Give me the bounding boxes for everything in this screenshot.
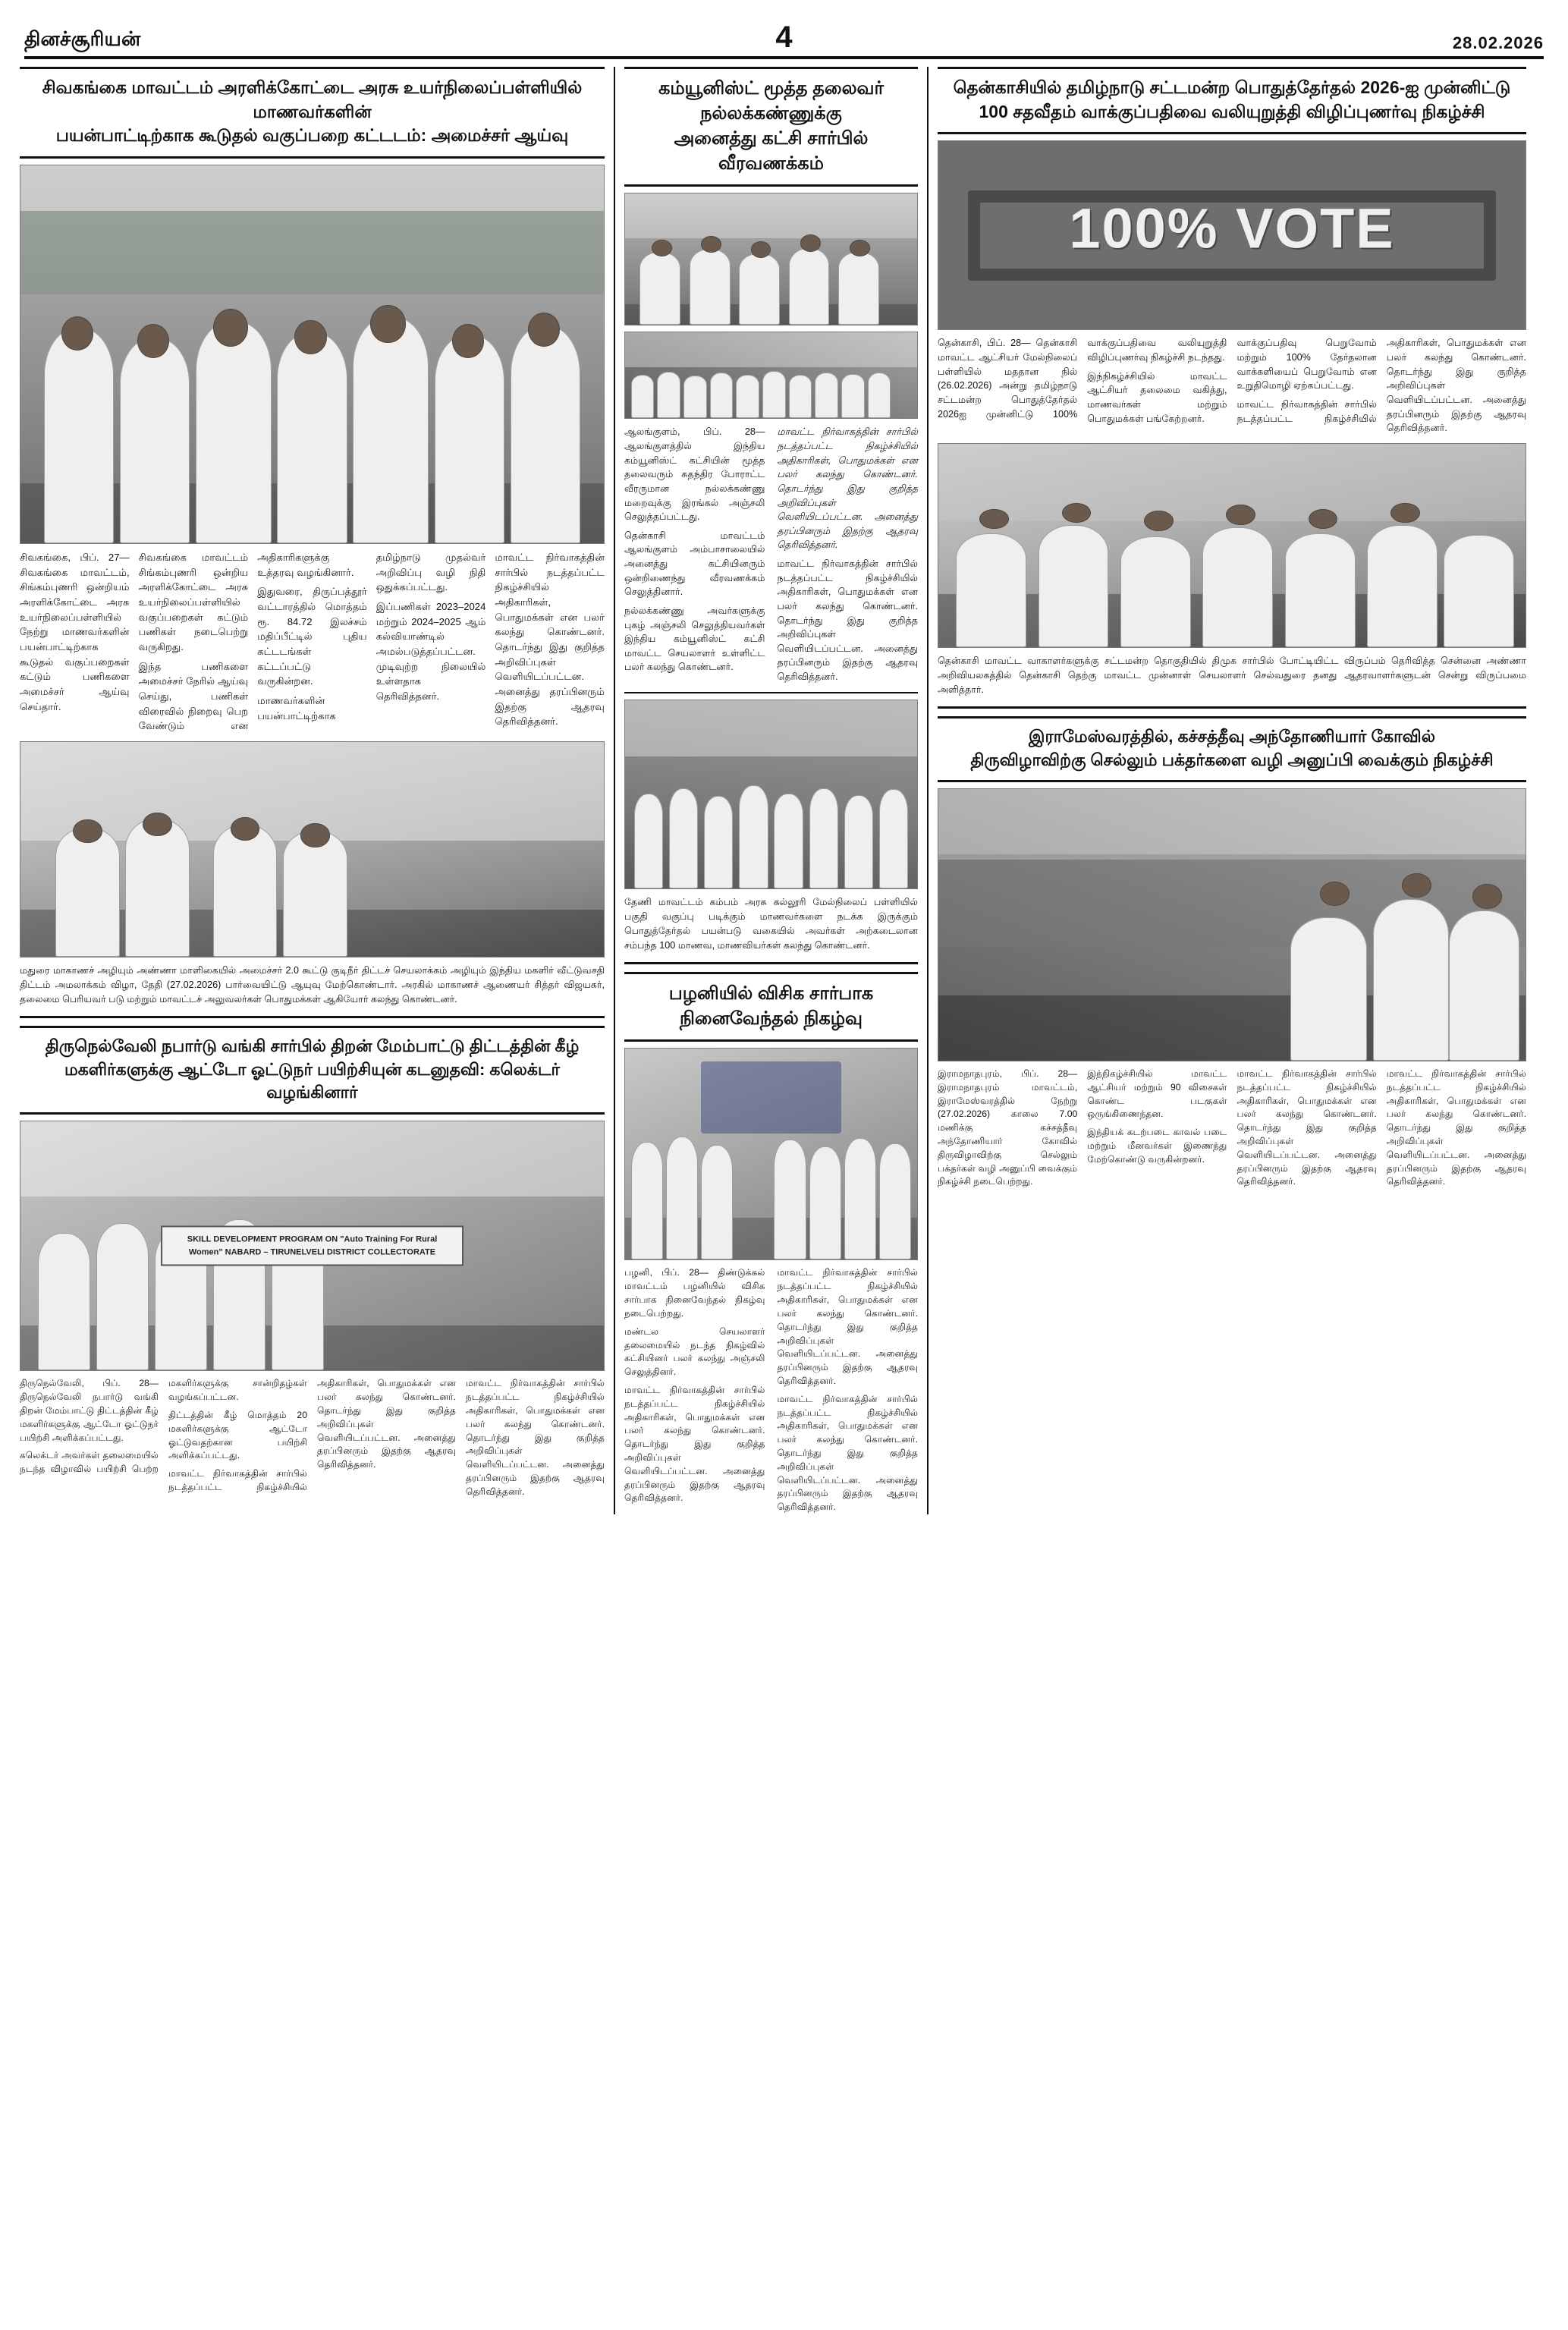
photo-backdrop: [938, 789, 1526, 1061]
section-divider: [20, 1016, 605, 1018]
paragraph: மாணவர்களின் பயன்பாட்டிற்காக தமிழ்நாடு முதல்வர் அறிவிப்பு வழி நிதி ஒதுக்கப்பட்டது.: [257, 552, 486, 722]
paragraph: மாவட்ட நிர்வாகத்தின் சார்பில் நடத்தப்பட்ட நிகழ்ச்சியில் அதிகாரிகள், பொதுமக்கள் என பலர் கலந்து கொண்டனர். தொடர்ந்து இது குறித்த அறிவிப்புகள் வெளியிடப்பட்டன. அனைத்து தரப்பினரும் இதற்கு ஆதரவு தெரிவித்தனர்.: [777, 1267, 918, 1386]
article-2-body: [624, 425, 918, 684]
paragraph: மாவட்ட நிர்வாகத்தின் சார்பில் நடத்தப்பட்ட நிகழ்ச்சியில் அதிகாரிகள், பொதுமக்கள் என பலர் கலந்து கொண்டனர். தொடர்ந்து இது குறித்த அறிவிப்புகள் வெளியிடப்பட்டன. அனைத்து தரப்பினரும் இதற்கு ஆதரவு தெரிவித்தனர்.: [777, 426, 918, 551]
photo-backdrop: [20, 742, 604, 957]
paragraph: கலெக்டர் அவர்கள் தலைமையில் நடந்த விழாவில் பயிற்சி பெற்ற மகளிர்களுக்கு சான்றிதழ்கள் வழங்கப்பட்டன.: [20, 1378, 307, 1475]
newspaper-title: தினச்சூரியன்: [24, 27, 141, 50]
headline-line-1: கம்யூனிஸ்ட் மூத்த தலைவர் நல்லக்கண்ணுக்கு: [658, 78, 884, 124]
article-8-photo: [624, 1048, 918, 1260]
paragraph: சிவகங்கை மாவட்டம் சிங்கம்புணரி ஒன்றிய அரளிக்கோட்டை அரசு உயர்நிலைப்பள்ளியில் வகுப்பறைகள் கட்டும் பணிகள் நடைபெற்று வருகிறது.: [138, 552, 249, 653]
page-number: 4: [775, 20, 793, 54]
paragraph: மாவட்ட நிர்வாகத்தின் சார்பில் நடத்தப்பட்ட நிகழ்ச்சியில் அதிகாரிகள், பொதுமக்கள் என பலர் கலந்து கொண்டனர். தொடர்ந்து இது குறித்த அறிவிப்புகள் வெளியிடப்பட்டன. அனைத்து தரப்பினரும் இதற்கு ஆதரவு தெரிவித்தனர்.: [466, 1378, 605, 1497]
photo-crowd: [625, 369, 917, 419]
article-3-headline: [938, 67, 1526, 134]
paragraph: வாக்குப்பதிவு பெறுவோம் மற்றும் 100% தேர்தலான வாக்களியைப் பெறுவோம் என உறுதிமொழி ஏற்கப்பட்டது.: [1236, 338, 1377, 391]
headline-line-1: இராமேஸ்வரத்தில், கச்சத்தீவு அந்தோணியார் கோவில்: [1029, 727, 1435, 747]
article-4-photo: [938, 443, 1526, 648]
article-5-photo: [624, 700, 918, 889]
photo-backdrop: [938, 444, 1526, 647]
photo-people-group: [938, 882, 1526, 1061]
article-2-headline: [624, 67, 918, 187]
column-right: [929, 67, 1535, 1514]
photo-backdrop: [20, 1121, 604, 1370]
photo-seated-students: [625, 753, 917, 888]
publication-date: 28.02.2026: [1452, 33, 1544, 52]
photo-people-group: [625, 1129, 917, 1259]
paragraph: மாவட்ட நிர்வாகத்தின் சார்பில் நடத்தப்பட்ட நிகழ்ச்சியில் அதிகாரிகள், பொதுமக்கள் என பலர் கலந்து கொண்டனர். தொடர்ந்து இது குறித்த அறிவிப்புகள் வெளியிடப்பட்டன. அனைத்து தரப்பினரும் இதற்கு ஆதரவு தெரிவித்தனர்.: [624, 1384, 765, 1504]
photo-people-group: [938, 505, 1526, 647]
paragraph: இந்நிகழ்ச்சியில் மாவட்ட ஆட்சியர் மற்றும் 90 விசைகள் கொண்ட படகுகள் ஒருங்கிணைந்தன.: [1087, 1068, 1227, 1120]
paragraph: மாவட்ட நிர்வாகத்தின் சார்பில் நடத்தப்பட்ட நிகழ்ச்சியில் அதிகாரிகள், பொதுமக்கள் என பலர் கலந்து கொண்டனர். தொடர்ந்து இது குறித்த அறிவிப்புகள் வெளியிடப்பட்டன. அனைத்து தரப்பினரும் இதற்கு ஆதரவு தெரிவித்தனர்.: [777, 558, 918, 683]
paragraph: திட்டத்தின் கீழ் மொத்தம் 20 மகளிர்களுக்கு ஆட்டோ ஓட்டுவதற்கான பயிற்சி அளிக்கப்பட்டது.: [168, 1410, 307, 1461]
article-8-body: [624, 1266, 918, 1514]
article-1-body: [20, 550, 605, 734]
article-8-headline: [624, 972, 918, 1042]
headline-line-2: திருவிழாவிற்கு செல்லும் பக்தர்களை வழி அனுப்பி வைக்கும் நிகழ்ச்சி: [970, 750, 1494, 769]
article-9-photo: [938, 788, 1526, 1061]
photo-sky: [625, 332, 917, 366]
paragraph: இந்தியக் கடற்படை காவல் படை மற்றும் மீனவர்கள் இணைந்து மேற்கொண்டு வருகின்றனர்.: [1087, 1127, 1227, 1165]
paragraph: நல்லக்கண்ணு அவர்களுக்கு புகழ் அஞ்சலி செலுத்தியவர்கள் இந்திய கம்யூனிஸ்ட் கட்சி மாவட்ட செயலாளர் உள்ளிட்ட பலர் கலந்து கொண்டனர்.: [624, 605, 765, 673]
section-divider: [938, 706, 1526, 709]
paragraph: மாவட்ட நிர்வாகத்தின் சார்பில் நடத்தப்பட்ட நிகழ்ச்சியில் அதிகாரிகள், பொதுமக்கள் என பலர் கலந்து கொண்டனர். தொடர்ந்து இது குறித்த அறிவிப்புகள் வெளியிடப்பட்டன. அனைத்து தரப்பினரும் இதற்கு ஆதரவு தெரிவித்தனர்.: [168, 1378, 456, 1493]
paragraph: மாவட்ட நிர்வாகத்தின் சார்பில் நடத்தப்பட்ட நிகழ்ச்சியில் அதிகாரிகள், பொதுமக்கள் என பலர் கலந்து கொண்டனர். தொடர்ந்து இது குறித்த அறிவிப்புகள் வெளியிடப்பட்டன. அனைத்து தரப்பினரும் இதற்கு ஆதரவு தெரிவித்தனர்.: [1236, 338, 1526, 434]
headline-line-2: மகளிர்களுக்கு ஆட்டோ ஓட்டுநர் பயிற்சியுன் கடனுதவி: கலெக்டர் வழங்கினார்: [64, 1059, 560, 1102]
photo-sky: [625, 193, 917, 238]
paragraph: பழனி, பிப். 28— திண்டுக்கல் மாவட்டம் பழனியில் விசிக சார்பாக நினைவேந்தல் நிகழ்வு நடைபெற்றது.: [624, 1267, 765, 1319]
paragraph: மாவட்ட நிர்வாகத்தின் சார்பில் நடத்தப்பட்ட நிகழ்ச்சியில் அதிகாரிகள், பொதுமக்கள் என பலர் கலந்து கொண்டனர். தொடர்ந்து இது குறித்த அறிவிப்புகள் வெளியிடப்பட்டன. அனைத்து தரப்பினரும் இதற்கு ஆதரவு தெரிவித்தனர்.: [1236, 1068, 1377, 1187]
article-6-caption: மதுரை மாகாணச் அழியும் அண்ணா மாளிகையில் அமைச்சர் 2.0 கூட்டு குடிநீர் திட்டச் செயலாக்கம் அழியும் இந்திய மகளிர் வீட்டுவசதி திட்டம் அமலாக்கம் விழா, தேதி (27.02.2026) பார்வையிட்டு ஆயுவு மேற்கொண்டார். அரகில் மாகாணச் ஆணையர் சித்தர் விஜயகர், தலைமை பெரியவர் படு மற்றும் மாவட்டச் அலுவலர்கள் பொதுமக்கள் ஆகியோர் கலந்து கொண்டனர்.: [20, 964, 605, 1005]
headline-line-1: தென்காசியில் தமிழ்நாடு சட்டமன்ற பொதுத்தேர்தல் 2026-ஐ முன்னிட்டு: [953, 77, 1511, 97]
portrait-frame: [701, 1061, 841, 1134]
photo-wall-band: [20, 211, 604, 294]
column-left: [11, 67, 614, 1514]
section-divider: [624, 692, 918, 693]
photo-backdrop: [625, 193, 917, 325]
photo-backdrop: [625, 1049, 917, 1259]
article-3-photo: [938, 140, 1526, 330]
paragraph: மாவட்ட நிர்வாகத்தின் சார்பில் நடத்தப்பட்ட நிகழ்ச்சியில் அதிகாரிகள், பொதுமக்கள் என பலர் கலந்து கொண்டனர். தொடர்ந்து இது குறித்த அறிவிப்புகள் வெளியிடப்பட்டன. அனைத்து தரப்பினரும் இதற்கு ஆதரவு தெரிவித்தனர்.: [495, 552, 605, 728]
paragraph: இராமநாதபுரம், பிப். 28— இராமநாதபுரம் மாவட்டம், இராமேஸ்வரத்தில் நேற்று (27.02.2026) காலை 7.00 மணிக்கு கச்சத்தீவு அந்தோணியார் கோவில் திருவிழாவிற்கு செல்லும் பக்தர்கள் வழி அனுப்பி வைக்கும் நிகழ்ச்சி நடைபெற்றது.: [938, 1068, 1078, 1187]
article-4-caption: தென்காசி மாவட்ட வாகாளர்களுக்கு சட்டமன்ற தொகுதியில் திமுக சார்பில் போட்டியிட்ட விருப்பம் தெரிவித்த சென்னை அண்ணா அறிவியலகத்தில் தென்காசி தெற்கு மாவட்ட முன்னாள் செயலாளர் செல்வதுரை தனது ஆதரவாளர்களுடன் சென்று விருப்பமை அளித்தார்.: [938, 655, 1526, 696]
article-6-photo: [20, 741, 605, 957]
article-9-body: [938, 1068, 1526, 1189]
photo-backdrop: [625, 332, 917, 418]
photo-sky: [938, 789, 1526, 860]
section-divider: [624, 962, 918, 964]
page-grid: [11, 67, 1557, 1514]
photo-sky: [20, 1121, 604, 1196]
article-1-headline: [20, 67, 605, 159]
photo-wall: [625, 700, 917, 756]
article-7-body: [20, 1377, 605, 1498]
photo-backdrop: [625, 700, 917, 888]
article-2-photo-bottom: [624, 332, 918, 419]
paragraph: சிவகங்கை, பிப். 27— சிவகங்கை மாவட்டம், சிங்கம்புணரி ஒன்றியம் அரளிக்கோட்டை அரசு உயர்நிலைப்பள்ளியில் நேற்று மாணவர்களின் பயன்பாட்டிற்காக கூடுதல் வகுப்பறைகள் கட்டும் பணிகளை அமைச்சர் ஆய்வு செய்தார்.: [20, 552, 130, 712]
paragraph: தென்காசி மாவட்டம் ஆலங்குளம் அம்பாசாலையில் அனைத்து கட்சியினரும் ஒன்றிணைந்து வீரவணக்கம் செலுத்தினார்.: [624, 530, 765, 598]
article-3-body: [938, 336, 1526, 435]
headline-line-2: 100 சதவீதம் வாக்குப்பதிவை வலியுறுத்தி விழிப்புணர்வு நிகழ்ச்சி: [979, 101, 1485, 121]
masthead-rule: [24, 56, 1544, 59]
paragraph: மண்டல செயலாளர் தலைமையில் நடந்த நிகழ்வில் கட்சியினர் பலர் கலந்து அஞ்சலி செலுத்தினர்.: [624, 1325, 765, 1378]
paragraph: மாவட்ட நிர்வாகத்தின் சார்பில் நடத்தப்பட்ட நிகழ்ச்சியில் அதிகாரிகள், பொதுமக்கள் என பலர் கலந்து கொண்டனர். தொடர்ந்து இது குறித்த அறிவிப்புகள் வெளியிடப்பட்டன. அனைத்து தரப்பினரும் இதற்கு ஆதரவு தெரிவித்தனர்.: [777, 1393, 918, 1513]
paragraph: ஆலங்குளம், பிப். 28— ஆலங்குளத்தில் இந்திய கம்யூனிஸ்ட் கட்சியின் மூத்த தலைவரும் சுதந்திர போராட்ட வீரருமான நல்லக்கண்ணு மறைவுக்கு இரங்கல் அஞ்சலி செலுத்தப்பட்டது.: [624, 426, 765, 523]
headline-line-2: நினைவேந்தல் நிகழ்வு: [680, 1008, 863, 1030]
photo-backdrop: [938, 141, 1526, 329]
paragraph: தென்காசி, பிப். 28— தென்காசி மாவட்ட ஆட்சியர் மேல்நிலைப் பள்ளியில் மததான நில் (26.02.2026) அன்று தமிழ்நாடு சட்டமன்ற பொதுத்தேர்தல் 2026ஐ முன்னிட்டு 100% வாக்குப்பதிவை வலியுறுத்தி விழிப்புணர்வு நிகழ்ச்சி நடந்தது.: [938, 338, 1227, 420]
column-middle: [614, 67, 929, 1514]
paragraph: திருநெல்வேலி, பிப். 28— திருநெல்வேலி நபார்டு வங்கி திறன் மேம்பாட்டு திட்டத்தின் கீழ் மகளிர்களுக்கு ஆட்டோ ஓட்டுநர் பயிற்சி அளிக்கப்பட்டது.: [20, 1378, 159, 1443]
article-5-caption: தேணி மாவட்டம் கம்பம் அரசு கல்லூரி மேல்நிலைப் பள்ளியில் பகுதி வகுப்பு படிக்கும் மாணவர்களை நடக்க இருக்கும் பொதுத்தேர்தல் பயன்படு வகையில் அவர்கள் அற்கடைலான சம்பந்த 100 மாணவ, மாணவியர்கள் கலந்து கொண்டனர்.: [624, 896, 918, 951]
headline-line-1: சிவகங்கை மாவட்டம் அரளிக்கோட்டை அரசு உயர்நிலைப்பள்ளியில் மாணவர்களின்: [42, 77, 583, 121]
paragraph: மாவட்ட நிர்வாகத்தின் சார்பில் நடத்தப்பட்ட நிகழ்ச்சியில் அதிகாரிகள், பொதுமக்கள் என பலர் கலந்து கொண்டனர். தொடர்ந்து இது குறித்த அறிவிப்புகள் வெளியிடப்பட்டன. அனைத்து தரப்பினரும் இதற்கு ஆதரவு தெரிவித்தனர்.: [1386, 1068, 1526, 1187]
photo-backdrop: [20, 165, 604, 543]
paragraph: இதுவரை, திருப்பத்தூர் வட்டாரத்தில் மொத்தம் ரூ. 84.72 இலச்சம் மதிப்பீட்டில் புதிய கட்டடங்கள் கட்டப்பட்டு வருகின்றன.: [257, 586, 367, 687]
headline-line-1: பழனியில் விசிக சார்பாக: [668, 983, 874, 1005]
masthead: [11, 0, 1557, 56]
paragraph: இப்பணிகள் 2023–2024 மற்றும் 2024–2025 ஆம் கல்வியாண்டில் அமல்படுத்தப்பட்டன. முடிவுற்ற நிலையில் உள்ளதாக தெரிவித்தனர்.: [376, 601, 486, 702]
photo-people-group: [625, 244, 917, 325]
article-7-photo: [20, 1121, 605, 1371]
vote-photo-text: 100% VOTE: [1069, 197, 1395, 260]
headline-line-2: பயன்பாட்டிற்காக கூடுதல் வகுப்பறை கட்டடம்: அமைச்சர் ஆய்வு: [55, 125, 569, 146]
article-2-photo-top: [624, 193, 918, 325]
headline-line-1: திருநெல்வேலி நபார்டு வங்கி சார்பில் திறன் மேம்பாட்டு திட்டத்தின் கீழ்: [45, 1036, 580, 1056]
headline-line-2: அனைத்து கட்சி சார்பில் வீரவணக்கம்: [674, 128, 869, 175]
skill-program-banner: SKILL DEVELOPMENT PROGRAM ON "Auto Training For Rural Women" NABARD – TIRUNELVELI DISTRICT COLLECTORATE: [161, 1226, 464, 1266]
article-7-headline: [20, 1026, 605, 1115]
paragraph: இந்த பணிகளை அமைச்சர் நேரில் ஆய்வு செய்து, பணிகள் விரைவில் நிறைவு பெற வேண்டும் என அதிகாரிகளுக்கு உத்தரவு வழங்கினார்.: [138, 552, 354, 732]
paragraph: இந்நிகழ்ச்சியில் மாவட்ட ஆட்சியர் தலைமை வகித்து, மாணவர்கள் மற்றும் பொதுமக்கள் பங்கேற்றனர்.: [1087, 370, 1227, 424]
article-1-photo: [20, 165, 605, 544]
article-9-headline: [938, 716, 1526, 782]
